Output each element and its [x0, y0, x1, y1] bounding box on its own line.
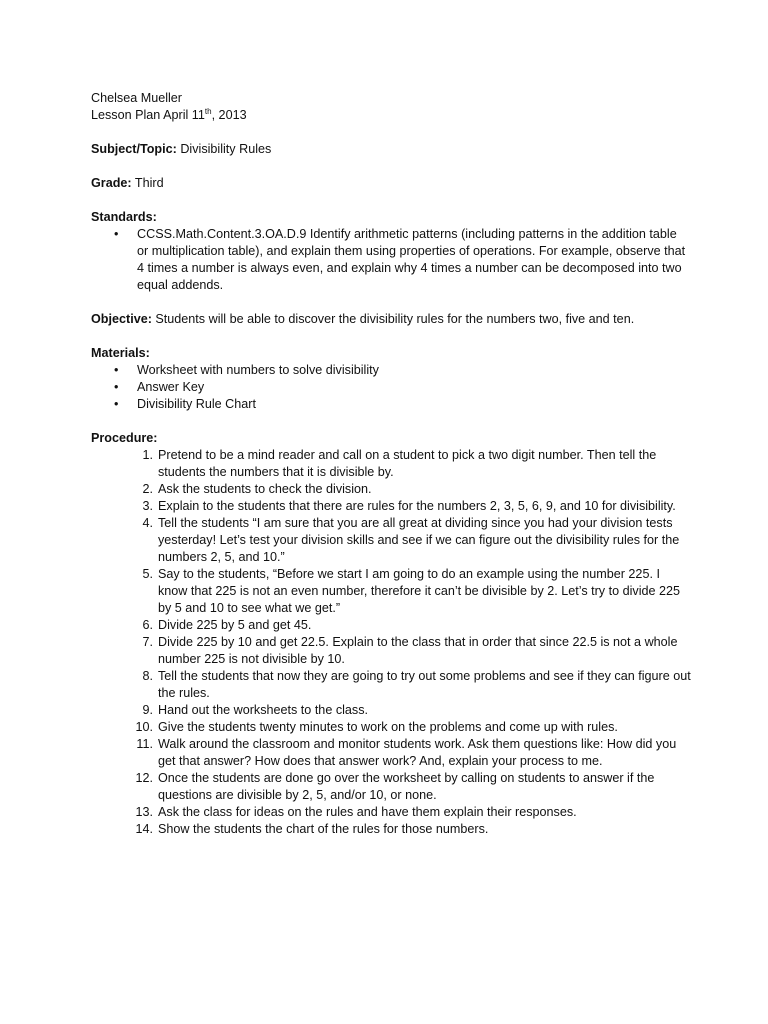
- step-number: 10.: [135, 720, 153, 734]
- lesson-plan-body: [91, 90, 691, 838]
- step-number: 7.: [142, 635, 153, 649]
- procedure-step: 4. Tell the students “I am sure that you are all great at dividing since you had your division tests yesterday! Let’s test your division skills and see if we can figure out the divisibility rules for the numbers 2, 5, and 10.”: [91, 515, 691, 566]
- step-number: 6.: [142, 618, 153, 632]
- procedure-step: 13. Ask the class for ideas on the rules and have them explain their responses.: [91, 804, 691, 821]
- bullet-icon: •: [114, 227, 119, 241]
- lesson-date: Lesson Plan April 11th, 2013: [91, 106, 247, 122]
- procedure-step: 5. Say to the students, “Before we start I am going to do an example using the number 225. I know that 225 is not an even number, therefore it can’t be divisible by 2. Let’s try to divide 225 by 5 and 10 to see what we get.”: [91, 566, 691, 617]
- procedure-step: 10. Give the students twenty minutes to work on the problems and come up with rules.: [91, 719, 691, 736]
- standards-list: [91, 226, 691, 294]
- procedure-list: [91, 447, 691, 838]
- standards-heading: Standards:: [91, 210, 157, 224]
- step-number: 3.: [142, 499, 153, 513]
- procedure-step: 1. Pretend to be a mind reader and call on a student to pick a two digit number. Then tell the students the numbers that it is divisible by.: [91, 447, 691, 481]
- step-number: 13.: [135, 805, 153, 819]
- procedure-step: 9. Hand out the worksheets to the class.: [91, 702, 691, 719]
- step-number: 5.: [142, 567, 153, 581]
- procedure-heading: Procedure:: [91, 431, 158, 445]
- materials-heading: Materials:: [91, 346, 150, 360]
- subject-value: Divisibility Rules: [180, 142, 272, 156]
- grade-value: Third: [134, 176, 164, 190]
- procedure-step: 14. Show the students the chart of the rules for those numbers.: [91, 821, 691, 838]
- procedure-step: 2. Ask the students to check the division.: [91, 481, 691, 498]
- author-name: Chelsea Mueller: [91, 91, 182, 105]
- objective-label: Objective:: [91, 312, 152, 326]
- standards-item: • CCSS.Math.Content.3.OA.D.9 Identify arithmetic patterns (including patterns in the addition table or multiplication table), and explain them using properties of operations. For example, observe that 4 times a number is always even, and explain why 4 times a number can be decomposed into two equal addends.: [114, 227, 686, 292]
- grade-label: Grade:: [91, 176, 132, 190]
- materials-list: [91, 362, 691, 413]
- step-number: 14.: [135, 822, 153, 836]
- procedure-step: 8. Tell the students that now they are going to try out some problems and see if they can figure out the rules.: [91, 668, 691, 702]
- bullet-icon: •: [114, 380, 119, 394]
- step-number: 11.: [136, 737, 153, 751]
- objective-line: [91, 311, 691, 328]
- procedure-step: 12. Once the students are done go over the worksheet by calling on students to answer if the questions are divisible by 2, 5, and/or 10, or none.: [91, 770, 691, 804]
- procedure-step: 3. Explain to the students that there are rules for the numbers 2, 3, 5, 6, 9, and 10 for divisibility.: [91, 498, 691, 515]
- step-number: 8.: [142, 669, 153, 683]
- step-number: 1.: [142, 448, 153, 462]
- step-number: 2.: [142, 482, 153, 496]
- step-number: 9.: [142, 703, 153, 717]
- procedure-step: 6. Divide 225 by 5 and get 45.: [91, 617, 691, 634]
- bullet-icon: •: [114, 363, 119, 377]
- subject-label: Subject/Topic:: [91, 142, 177, 156]
- materials-item: • Answer Key: [114, 380, 205, 394]
- materials-item: • Worksheet with numbers to solve divisibility: [114, 363, 379, 377]
- subject-line: [91, 141, 691, 158]
- bullet-icon: •: [114, 397, 119, 411]
- procedure-step: 11. Walk around the classroom and monitor students work. Ask them questions like: How did you get that answer? How does that answer work? And, explain your process to me.: [91, 736, 691, 770]
- step-number: 12.: [135, 771, 153, 785]
- step-number: 4.: [142, 516, 153, 530]
- materials-item: • Divisibility Rule Chart: [114, 397, 256, 411]
- objective-value: Students will be able to discover the divisibility rules for the numbers two, five and ten.: [155, 312, 635, 326]
- procedure-step: 7. Divide 225 by 10 and get 22.5. Explain to the class that in order that since 22.5 is not a whole number 225 is not divisible by 10.: [91, 634, 691, 668]
- grade-line: [91, 175, 691, 192]
